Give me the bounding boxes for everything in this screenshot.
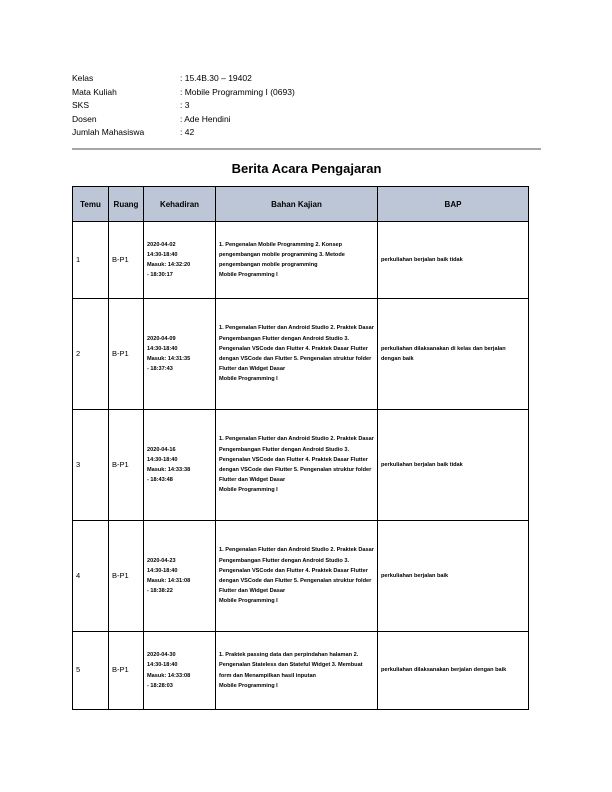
bahan-kajian-cell <box>216 299 378 410</box>
info-row-kelas <box>72 72 295 86</box>
kehadiran-masuk: Masuk: 14:33:08 <box>147 672 191 679</box>
info-row-jumlah-mahasiswa <box>72 126 295 140</box>
kehadiran-keluar: - 18:28:03 <box>147 682 173 689</box>
bahan-kajian-cell <box>216 222 378 299</box>
kehadiran-time: 14:30-18:40 <box>147 345 178 352</box>
bahan-text: 1. Pengenalan Flutter dan Android Studio 2. Praktek Dasar Pengembangan Flutter dengan Android Studio 3. Pengenalan VSCode dan Flutter 4. Praktek Dasar Flutter dengan VSCode dan Flutter 5. Pengenalan struktur folder Flutter dan Widget Dasar <box>219 325 374 373</box>
kehadiran-time: 14:30-18:40 <box>147 567 178 574</box>
table-header-row <box>73 187 529 222</box>
kehadiran-time: 14:30-18:40 <box>147 662 178 669</box>
header-bap: BAP <box>378 187 529 222</box>
bahan-text: 1. Praktek passing data dan perpindahan halaman 2. Pengenalan Stateless dan Stateful Widget 3. Membuat form dan Menampilkan hasil inputan <box>219 652 363 679</box>
kehadiran-cell <box>144 632 216 710</box>
header-temu: Temu <box>73 187 109 222</box>
bahan-kajian-cell <box>216 521 378 632</box>
ruang-cell: B-P1 <box>109 410 144 521</box>
bap-cell: perkuliahan berjalan baik tidak <box>378 410 529 521</box>
bahan-text: 1. Pengenalan Flutter dan Android Studio 2. Praktek Dasar Pengembangan Flutter dengan Android Studio 3. Pengenalan VSCode dan Flutter 4. Praktek Dasar Flutter dengan VSCode dan Flutter 5. Pengenalan struktur folder Flutter dan Widget Dasar <box>219 436 374 484</box>
bap-cell: perkuliahan berjalan baik <box>378 521 529 632</box>
info-label: Jumlah Mahasiswa <box>72 127 145 137</box>
info-value: : 42 <box>180 127 195 137</box>
kehadiran-time: 14:30-18:40 <box>147 251 178 258</box>
info-value: : Ade Hendini <box>180 113 231 124</box>
kehadiran-keluar: - 18:43:48 <box>147 477 173 484</box>
kehadiran-masuk: Masuk: 14:32:20 <box>147 262 191 268</box>
kehadiran-cell <box>144 410 216 521</box>
info-row-dosen <box>72 113 295 127</box>
kehadiran-cell <box>144 222 216 299</box>
course-name: Mobile Programming I <box>219 598 278 605</box>
ruang-cell: B-P1 <box>109 299 144 410</box>
table-row <box>73 299 529 410</box>
ruang-cell: B-P1 <box>109 521 144 632</box>
temu-cell: 5 <box>73 632 109 710</box>
bahan-kajian-cell <box>216 632 378 710</box>
kehadiran-masuk: Masuk: 14:31:35 <box>147 356 191 362</box>
info-value: : 3 <box>180 100 190 110</box>
info-value: : 15.4B.30 – 19402 <box>180 73 252 83</box>
kehadiran-keluar: - 18:30:17 <box>147 272 173 279</box>
bap-table <box>72 186 529 710</box>
ruang-cell: B-P1 <box>109 632 144 710</box>
table-row <box>73 410 529 521</box>
temu-cell: 4 <box>73 521 109 632</box>
kehadiran-date: 2020-04-23 <box>147 557 176 564</box>
info-row-sks <box>72 99 295 113</box>
header-bahan-kajian: Bahan Kajian <box>216 187 378 222</box>
kehadiran-date: 2020-04-30 <box>147 652 176 659</box>
temu-cell: 1 <box>73 222 109 299</box>
bap-cell: perkuliahan berjalan baik tidak <box>378 222 529 299</box>
course-name: Mobile Programming I <box>219 376 278 383</box>
kehadiran-cell <box>144 299 216 410</box>
table-row <box>73 521 529 632</box>
bahan-kajian-cell <box>216 410 378 521</box>
bap-cell: perkuliahan dilaksanakan di kelas dan berjalan dengan baik <box>378 299 529 410</box>
bap-cell: perkuliahan dilaksanakan berjalan dengan baik <box>378 632 529 710</box>
info-value: : Mobile Programming I (0693) <box>180 86 295 97</box>
page-title: Berita Acara Pengajaran <box>231 161 382 176</box>
kehadiran-keluar: - 18:38:22 <box>147 588 173 595</box>
temu-cell: 2 <box>73 299 109 410</box>
course-name: Mobile Programming I <box>219 487 278 494</box>
ruang-cell: B-P1 <box>109 222 144 299</box>
kehadiran-masuk: Masuk: 14:31:08 <box>147 578 191 584</box>
kehadiran-date: 2020-04-16 <box>147 446 176 453</box>
kehadiran-keluar: - 18:37:43 <box>147 366 173 373</box>
header-kehadiran: Kehadiran <box>144 187 216 222</box>
kehadiran-masuk: Masuk: 14:33:38 <box>147 467 191 473</box>
kehadiran-date: 2020-04-09 <box>147 335 176 342</box>
course-name: Mobile Programming I <box>219 272 278 279</box>
header-divider <box>72 148 541 150</box>
course-name: Mobile Programming I <box>219 682 278 689</box>
kehadiran-date: 2020-04-02 <box>147 241 176 248</box>
course-info <box>72 72 295 140</box>
info-row-mata-kuliah <box>72 86 295 100</box>
bahan-text: 1. Pengenalan Flutter dan Android Studio 2. Praktek Dasar Pengembangan Flutter dengan Android Studio 3. Pengenalan VSCode dan Flutter 4. Praktek Dasar Flutter dengan VSCode dan Flutter 5. Pengenalan struktur folder Flutter dan Widget Dasar <box>219 547 374 595</box>
info-label: SKS <box>72 100 90 110</box>
info-label: Mata Kuliah <box>72 86 117 97</box>
table-row <box>73 222 529 299</box>
header-ruang: Ruang <box>109 187 144 222</box>
bahan-text: 1. Pengenalan Mobile Programming 2. Konsep pengembangan mobile programming 3. Metode pengembangan mobile programming <box>219 241 345 268</box>
kehadiran-time: 14:30-18:40 <box>147 456 178 463</box>
info-label: Dosen <box>72 113 97 124</box>
temu-cell: 3 <box>73 410 109 521</box>
table-row <box>73 632 529 710</box>
kehadiran-cell <box>144 521 216 632</box>
info-label: Kelas <box>72 73 94 83</box>
